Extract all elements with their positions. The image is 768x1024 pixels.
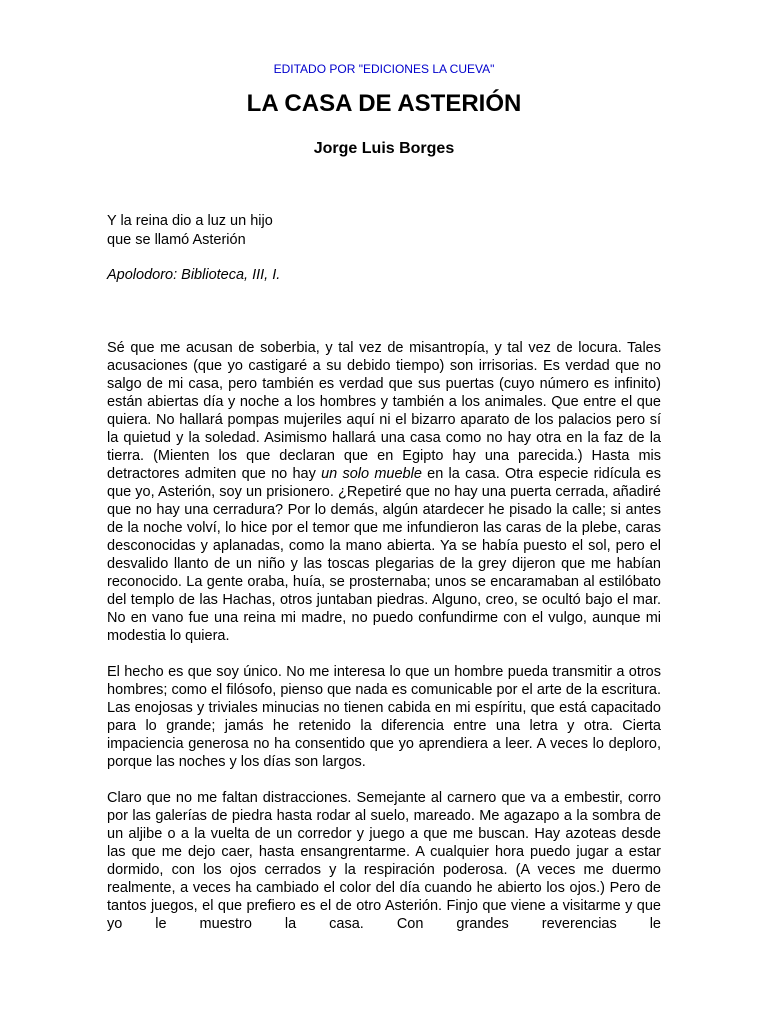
body-text	[107, 339, 661, 951]
document-title: LA CASA DE ASTERIÓN	[246, 90, 522, 117]
paragraph-1-part-1: Sé que me acusan de soberbia, y tal vez de misantropía, y tal vez de locura. Tales acusaciones (que yo castigaré a su debido tiempo) son irrisorias. Es verdad que no salgo de mi casa, pero también es verdad que sus puertas (cuyo número es infinito) están abiertas día y noche a los hombres y también a los animales. Que entre el que quiera. No hallará pompas mujeriles aquí ni el bizarro aparato de los palacios pero sí la quietud y la soledad. Asimismo hallará una casa como no hay otra en la faz de la tierra. (Mienten los que declaran que en Egipto hay una parecida.) Hasta mis detractores admiten que no hay	[107, 340, 661, 482]
paragraph-1-italic: un solo mueble	[321, 466, 422, 482]
epigraph-citation: Apolodoro: Biblioteca, III, I.	[107, 267, 281, 283]
paragraph-3: Claro que no me faltan distracciones. Semejante al carnero que va a embestir, corro por las galerías de piedra hasta rodar al suelo, mareado. Me agazapo a la sombra de un aljibe o a la vuelta de un corredor y juego a que me buscan. Hay azoteas desde las que me dejo caer, hasta ensangrentarme. A cualquier hora puedo jugar a estar dormido, con los ojos cerrados y la respiración poderosa. (A veces me duermo realmente, a veces ha cambiado el color del día cuando he abierto los ojos.) Pero de tantos juegos, el que prefiero es el de otro Asterión. Finjo que viene a visitarme y que yo le muestro la casa. Con grandes reverencias le	[107, 790, 661, 932]
paragraph-1	[107, 339, 661, 645]
editor-credit: EDITADO POR "EDICIONES LA CUEVA"	[273, 62, 495, 76]
epigraph-line-1: Y la reina dio a luz un hijo	[107, 213, 273, 229]
paragraph-1-part-2: en la casa. Otra especie ridícula es que yo, Asterión, soy un prisionero. ¿Repetiré que no hay una puerta cerrada, añadiré que no hay una cerradura? Por lo demás, algún atardecer he pisado la calle; si antes de la noche volví, lo hice por el temor que me infundieron las caras de la plebe, caras desconocidas y aplanadas, como la mano abierta. Ya se había puesto el sol, pero el desvalido llanto de un niño y las toscas plegarias de la grey dijeron que me habían reconocido. La gente oraba, huía, se prosternaba; unos se encaramaban al estilóbato del templo de las Hachas, otros juntaban piedras. Alguno, creo, se ocultó bajo el mar. No en vano fue una reina mi madre, no puedo confundirme con el vulgo, aunque mi modestia lo quiera.	[107, 466, 661, 644]
epigraph-line-2: que se llamó Asterión	[107, 232, 246, 248]
author-name: Jorge Luis Borges	[313, 140, 455, 157]
paragraph-2: El hecho es que soy único. No me interesa lo que un hombre pueda transmitir a otros hombres; como el filósofo, pienso que nada es comunicable por el arte de la escritura. Las enojosas y triviales minucias no tienen cabida en mi espíritu, que está capacitado para lo grande; jamás he retenido la diferencia entre una letra y otra. Cierta impaciencia generosa no ha consentido que yo aprendiera a leer. A veces lo deploro, porque las noches y los días son largos.	[107, 664, 661, 770]
epigraph	[107, 212, 273, 250]
